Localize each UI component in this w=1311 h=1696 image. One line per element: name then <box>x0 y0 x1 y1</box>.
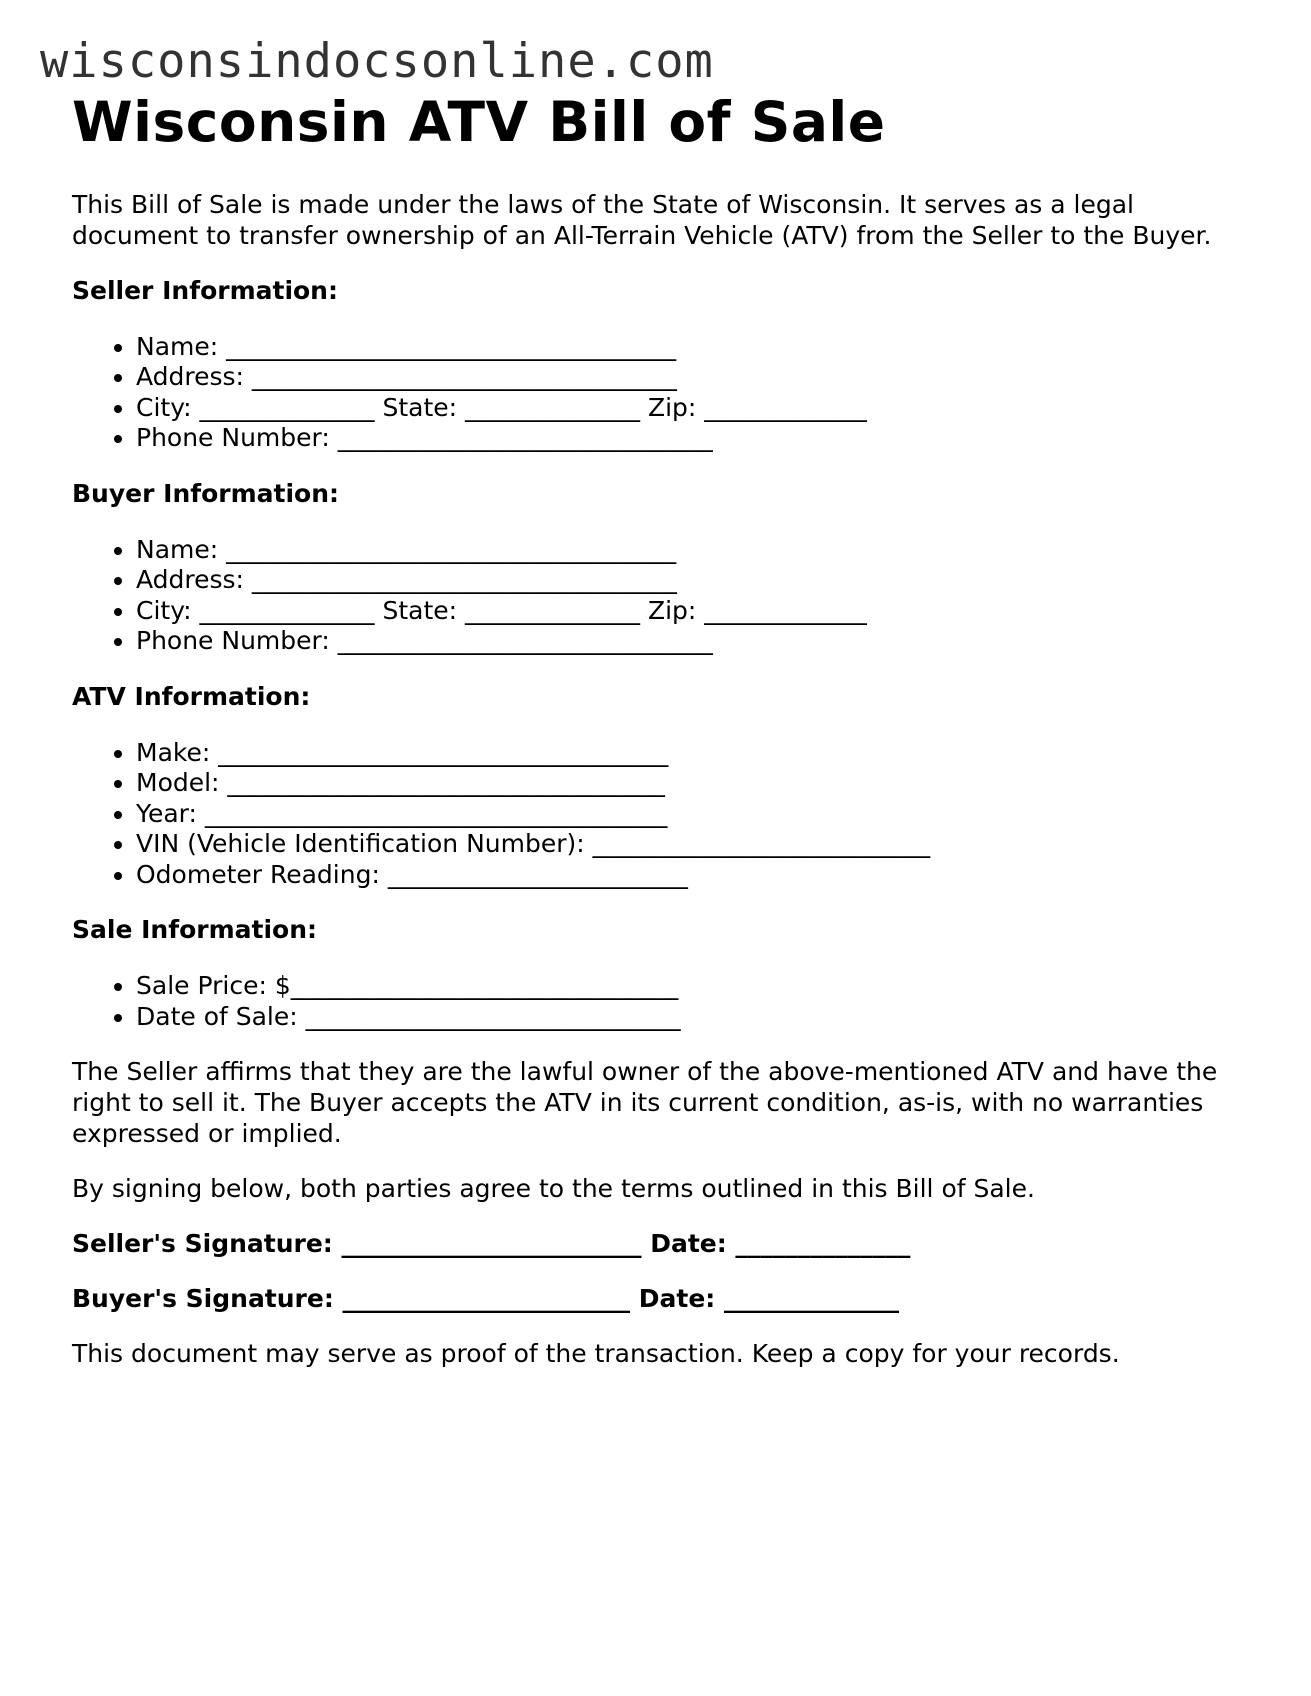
seller-phone-field[interactable]: • Phone Number: ______________________________ <box>136 423 1242 454</box>
atv-fields-list <box>72 738 1242 891</box>
buyer-section-heading: Buyer Information: <box>72 478 340 508</box>
atv-model-field[interactable]: • Model: ___________________________________ <box>136 768 1242 799</box>
intro-paragraph: This Bill of Sale is made under the laws of the State of Wisconsin. It serves as a legal document to transfer ownership of an All-Terrain Vehicle (ATV) from the Seller to the Buyer. <box>72 189 1212 250</box>
watermark: wisconsindocsonline.com <box>40 34 714 89</box>
atv-make-field[interactable]: • Make: ____________________________________ <box>136 738 1242 769</box>
footer-note: This document may serve as proof of the transaction. Keep a copy for your records. <box>72 1339 1120 1368</box>
buyer-city-state-zip-field[interactable]: • City: ______________ State: ______________ Zip: _____________ <box>136 596 1242 627</box>
affirmation-paragraph: The Seller affirms that they are the lawful owner of the above-mentioned ATV and have the right to sell it. The Buyer accepts the ATV in its current condition, as-is, with no warranties expressed or implied. <box>72 1057 1218 1148</box>
document-page <box>72 92 1242 1369</box>
sale-price-field[interactable]: • Sale Price: $_______________________________ <box>136 971 1242 1002</box>
sale-section-heading: Sale Information: <box>72 915 317 944</box>
document-title: Wisconsin ATV Bill of Sale <box>72 90 886 154</box>
atv-odometer-field[interactable]: • Odometer Reading: ________________________ <box>136 860 1242 891</box>
seller-section-heading: Seller Information: <box>72 275 338 305</box>
buyer-address-field[interactable]: • Address: __________________________________ <box>136 565 1242 596</box>
seller-name-field[interactable]: • Name: ____________________________________ <box>136 332 1242 363</box>
buyer-fields-list <box>72 535 1242 657</box>
buyer-signature-line[interactable]: Buyer's Signature: _______________________ Date: ______________ <box>72 1284 899 1313</box>
sale-date-field[interactable]: • Date of Sale: ______________________________ <box>136 1002 1242 1033</box>
buyer-phone-field[interactable]: • Phone Number: ______________________________ <box>136 626 1242 657</box>
atv-year-field[interactable]: • Year: _____________________________________ <box>136 799 1242 830</box>
seller-city-state-zip-field[interactable]: • City: ______________ State: ______________ Zip: _____________ <box>136 393 1242 424</box>
agreement-paragraph: By signing below, both parties agree to the terms outlined in this Bill of Sale. <box>72 1174 1035 1203</box>
seller-signature-line[interactable]: Seller's Signature: ________________________ Date: ______________ <box>72 1229 911 1258</box>
sale-fields-list <box>72 971 1242 1032</box>
seller-fields-list <box>72 332 1242 454</box>
seller-address-field[interactable]: • Address: __________________________________ <box>136 362 1242 393</box>
atv-vin-field[interactable]: • VIN (Vehicle Identification Number): ___________________________ <box>136 829 1242 860</box>
atv-section-heading: ATV Information: <box>72 681 311 711</box>
buyer-name-field[interactable]: • Name: ____________________________________ <box>136 535 1242 566</box>
